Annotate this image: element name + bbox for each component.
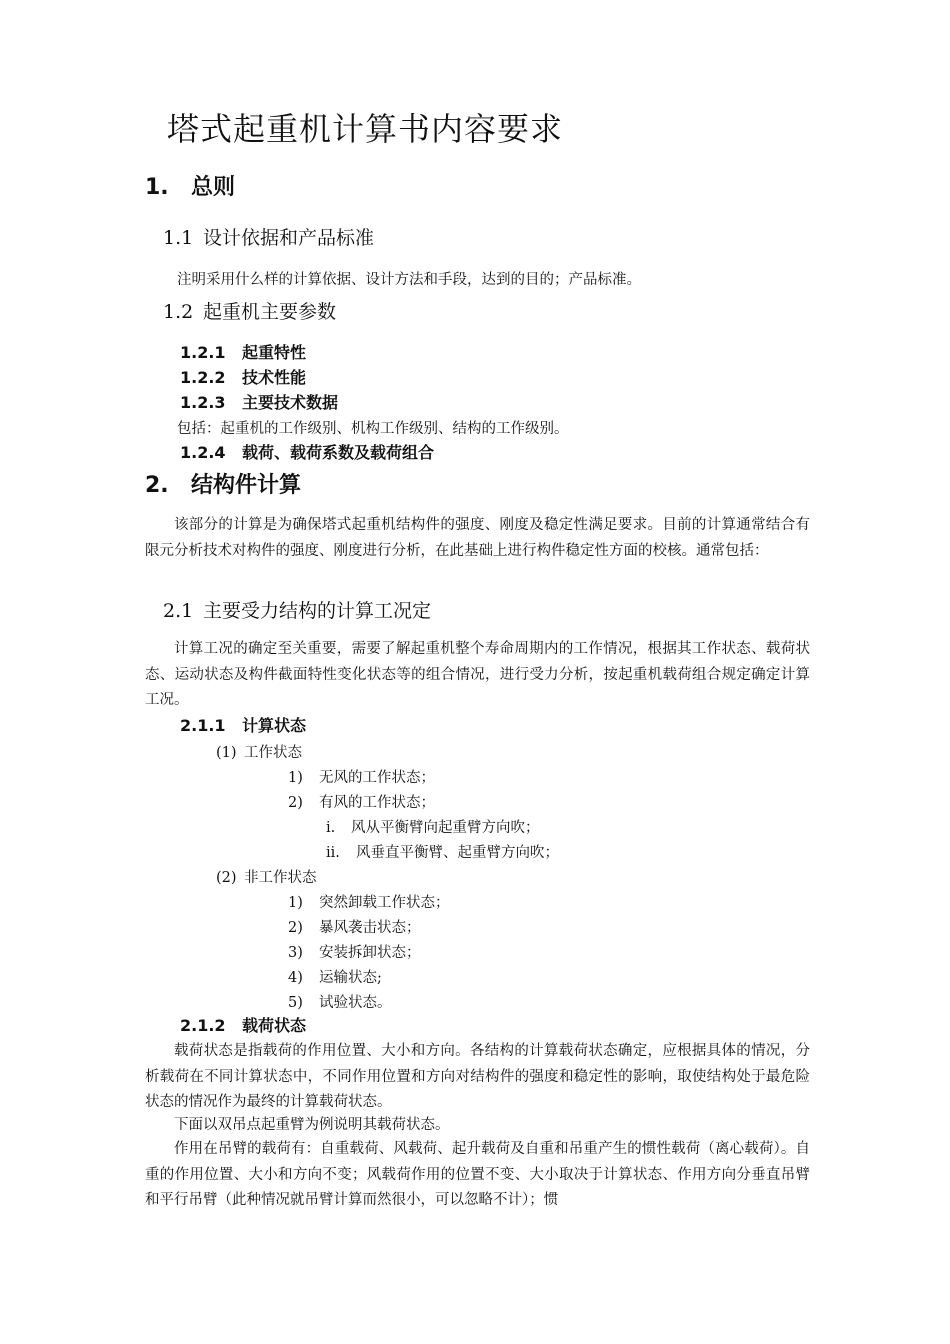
section-number: 1. xyxy=(145,175,169,200)
section-title: 结构件计算 xyxy=(191,473,302,498)
list-text: 风从平衡臂向起重臂方向吹； xyxy=(351,820,540,836)
section-heading-2-1 xyxy=(163,596,431,623)
paragraph-1-2-3: 包括：起重机的工作级别、机构工作级别、结构的工作级别。 xyxy=(177,421,569,437)
section-title: 主要受力结构的计算工况定 xyxy=(203,600,432,622)
section-title: 载荷状态 xyxy=(242,1016,307,1035)
section-title: 主要技术数据 xyxy=(242,393,339,412)
section-heading-2 xyxy=(145,468,301,499)
list-item xyxy=(216,741,302,762)
list-marker: 4) xyxy=(288,970,303,986)
list-text: 风垂直平衡臂、起重臂方向吹； xyxy=(356,845,559,861)
section-heading-1-2-1 xyxy=(180,340,306,363)
section-number: 2.1.1 xyxy=(180,716,226,735)
section-title: 起重特性 xyxy=(242,343,307,362)
list-marker: 2) xyxy=(288,920,303,936)
list-text: 有风的工作状态； xyxy=(319,795,435,811)
list-item xyxy=(216,866,317,887)
list-text: 工作状态 xyxy=(244,745,302,761)
list-marker: i. xyxy=(326,820,336,836)
list-marker: 2) xyxy=(288,795,303,811)
list-text: 运输状态; xyxy=(319,970,382,986)
list-item xyxy=(326,841,559,862)
section-title: 总则 xyxy=(191,175,236,200)
section-number: 1.2.2 xyxy=(180,368,226,387)
list-item xyxy=(326,816,540,837)
list-text: 安装拆卸状态； xyxy=(319,945,421,961)
list-text: 无风的工作状态； xyxy=(319,770,435,786)
section-number: 1.2.3 xyxy=(180,393,226,412)
section-title: 计算状态 xyxy=(242,716,307,735)
section-heading-2-1-1 xyxy=(180,713,306,736)
section-number: 1.2.1 xyxy=(180,343,226,362)
section-heading-1 xyxy=(145,170,235,201)
paragraph-1-1: 注明采用什么样的计算依据、设计方法和手段，达到的目的；产品标准。 xyxy=(177,272,641,288)
list-item xyxy=(288,791,435,812)
section-number: 1.1 xyxy=(163,227,194,249)
section-heading-1-1 xyxy=(163,223,374,250)
list-item xyxy=(288,916,421,937)
list-text: 暴风袭击状态； xyxy=(319,920,421,936)
section-heading-1-2-3 xyxy=(180,390,338,413)
list-text: 试验状态。 xyxy=(319,995,392,1011)
list-marker: 1) xyxy=(288,895,303,911)
section-number: 2. xyxy=(145,473,169,498)
paragraph-2-1-2-a: 载荷状态是指载荷的作用位置、大小和方向。各结构的计算载荷状态确定，应根据具体的情况，分析载荷在不同计算状态中，不同作用位置和方向对结构件的强度和稳定性的影响，取使结构处于最危险状态的情况作为最终的计算载荷状态。 xyxy=(145,1043,810,1110)
list-marker: 3) xyxy=(288,945,303,961)
paragraph-2-1-2-b: 下面以双吊点起重臂为例说明其载荷状态。 xyxy=(174,1117,450,1133)
list-marker: 5) xyxy=(288,995,303,1011)
section-number: 2.1.2 xyxy=(180,1016,226,1035)
section-heading-1-2-2 xyxy=(180,365,306,388)
list-item xyxy=(288,891,450,912)
list-text: 突然卸载工作状态； xyxy=(319,895,450,911)
paragraph-2: 该部分的计算是为确保塔式起重机结构件的强度、刚度及稳定性满足要求。目前的计算通常结合有限元分析技术对构件的强度、刚度进行分析，在此基础上进行构件稳定性方面的校核。通常包括： xyxy=(145,517,810,559)
section-title: 技术性能 xyxy=(242,368,307,387)
list-marker: ii. xyxy=(326,845,340,861)
section-number: 2.1 xyxy=(163,600,194,622)
document-title: 塔式起重机计算书内容要求 xyxy=(167,110,564,148)
section-title: 载荷、载荷系数及载荷组合 xyxy=(242,443,435,462)
list-item xyxy=(288,966,382,987)
list-marker: (1) xyxy=(216,745,237,761)
section-number: 1.2 xyxy=(163,301,194,323)
section-number: 1.2.4 xyxy=(180,443,226,462)
paragraph-2-1: 计算工况的确定至关重要，需要了解起重机整个寿命周期内的工作情况，根据其工作状态、载荷状态、运动状态及构件截面特性变化状态等的组合情况，进行受力分析，按起重机载荷组合规定确定计算工况。 xyxy=(145,641,810,708)
list-item xyxy=(288,766,435,787)
section-heading-1-2 xyxy=(163,297,336,324)
paragraph-2-1-2-c: 作用在吊臂的载荷有：自重载荷、风载荷、起升载荷及自重和吊重产生的惯性载荷（离心载荷）。自重的作用位置、大小和方向不变；风载荷作用的位置不变、大小取决于计算状态、作用方向分垂直吊臂和平行吊臂（此种情况就吊臂计算而然很小，可以忽略不计）；惯 xyxy=(145,1141,810,1208)
section-title: 设计依据和产品标准 xyxy=(203,227,375,249)
list-item xyxy=(288,991,392,1012)
section-heading-1-2-4 xyxy=(180,440,434,463)
list-marker: 1) xyxy=(288,770,303,786)
list-item xyxy=(288,941,421,962)
section-heading-2-1-2 xyxy=(180,1013,306,1036)
list-text: 非工作状态 xyxy=(244,870,317,886)
section-title: 起重机主要参数 xyxy=(203,301,337,323)
list-marker: (2) xyxy=(216,870,237,886)
